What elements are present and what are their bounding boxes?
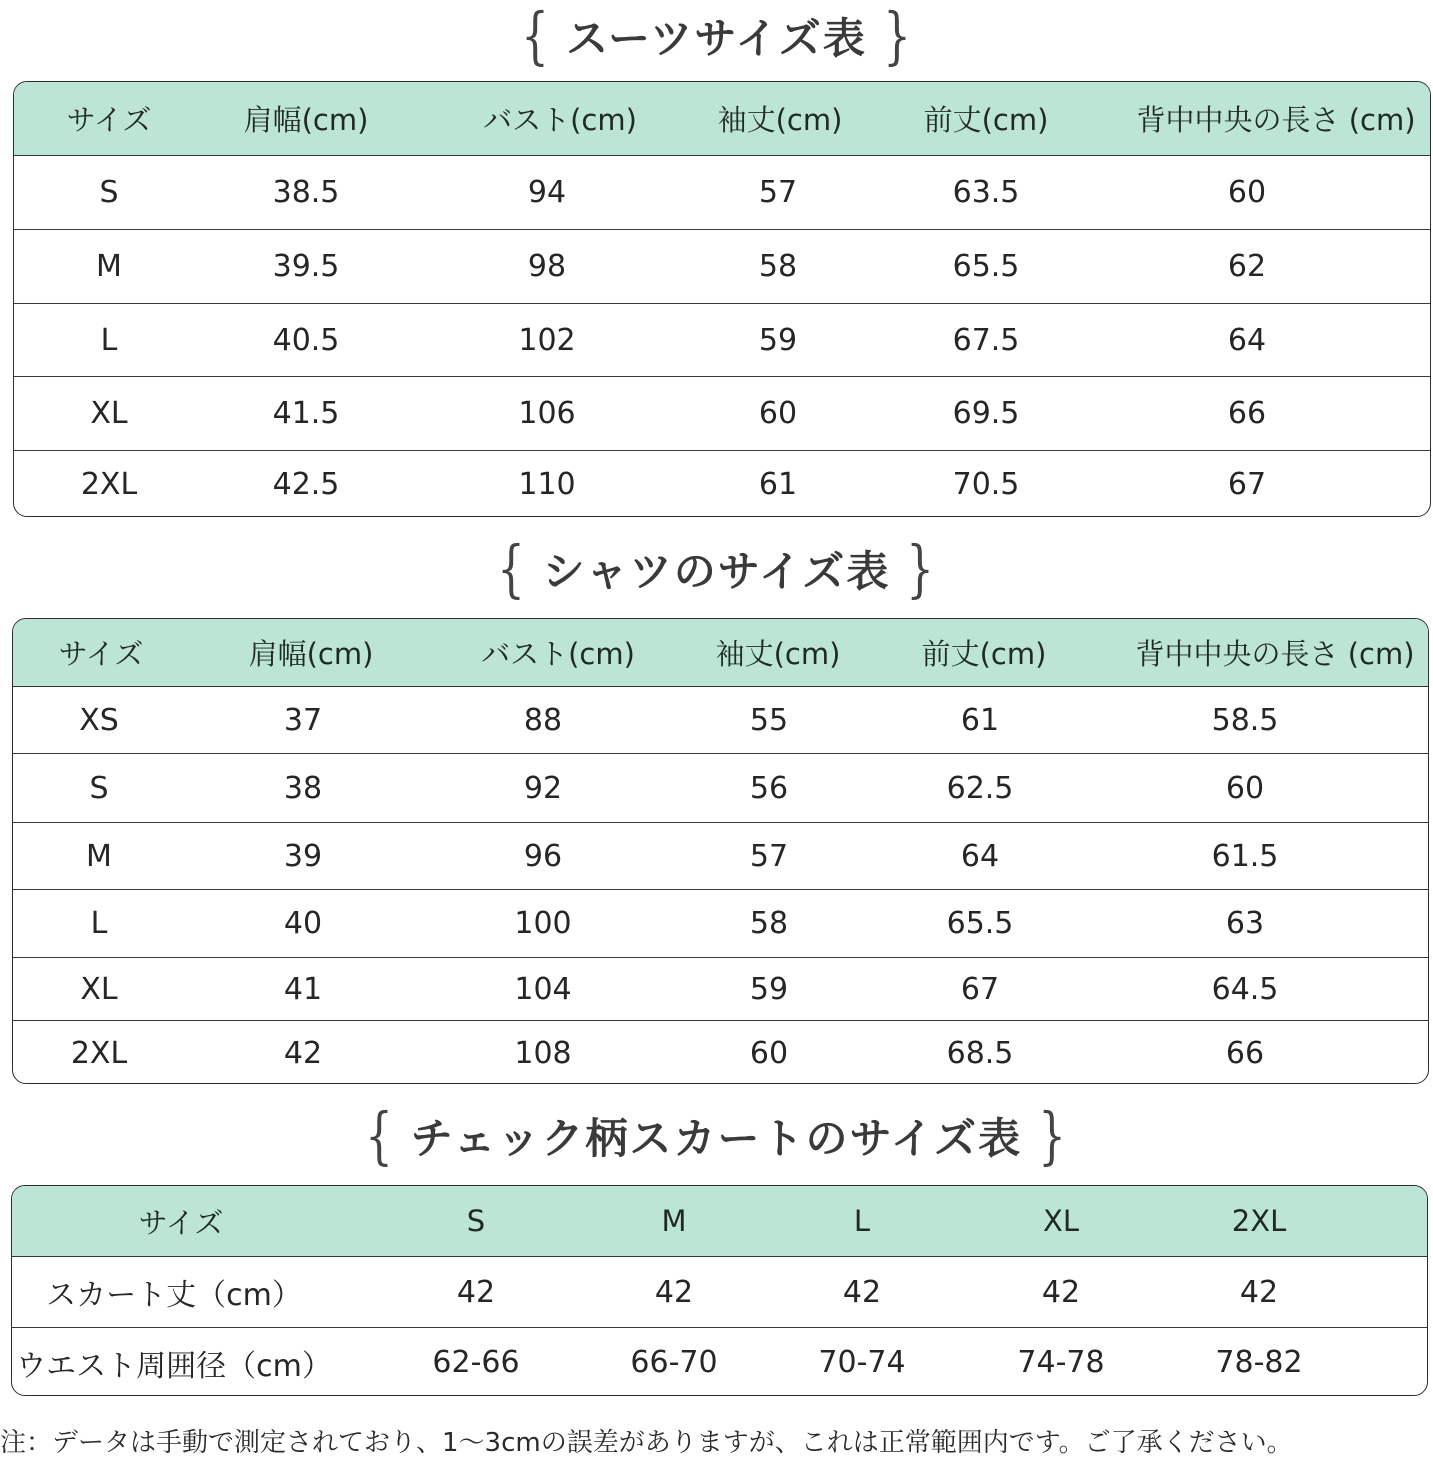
suit-size-table	[13, 81, 1431, 517]
cell-front-length: 68.5	[946, 1035, 1014, 1071]
cell-shoulder: 42.5	[272, 467, 340, 502]
cell-back-length: 64.5	[1211, 971, 1279, 1007]
cell-front-length: 61	[960, 702, 1000, 738]
cell-l: 70-74	[818, 1345, 906, 1380]
header-size: サイズ	[138, 1205, 224, 1240]
header-sleeve: 袖丈(cm)	[717, 103, 843, 137]
cell-front-length: 63.5	[952, 175, 1020, 210]
header-front-length: 前丈(cm)	[923, 103, 1049, 137]
header-front-length: 前丈(cm)	[921, 637, 1047, 671]
cell-front-length: 67	[960, 971, 1000, 1007]
cell-shoulder: 39.5	[272, 249, 340, 284]
suit-table-title	[0, 0, 1433, 72]
header-sleeve: 袖丈(cm)	[715, 637, 841, 671]
cell-bust: 92	[523, 770, 563, 806]
table-row	[14, 304, 1430, 377]
cell-bust: 98	[527, 249, 567, 284]
cell-front-length: 65.5	[946, 906, 1014, 941]
cell-shoulder: 38	[283, 770, 323, 806]
cell-sleeve: 56	[749, 770, 789, 806]
cell-sleeve: 59	[758, 322, 798, 358]
cell-bust: 102	[518, 322, 576, 358]
cell-back-length: 66	[1227, 396, 1267, 431]
cell-bust: 108	[514, 1035, 572, 1071]
cell-back-length: 63	[1225, 906, 1265, 941]
table-header-row	[14, 82, 1430, 156]
cell-bust: 106	[518, 396, 576, 431]
right-brace-icon: }	[1038, 1099, 1068, 1172]
cell-size: XL	[80, 971, 118, 1007]
header-2xl: 2XL	[1231, 1204, 1287, 1238]
cell-back-length: 66	[1225, 1035, 1265, 1071]
table-row	[13, 890, 1428, 958]
header-shoulder: 肩幅(cm)	[248, 637, 374, 671]
cell-m: 66-70	[630, 1345, 718, 1380]
cell-bust: 100	[514, 906, 572, 941]
cell-front-length: 64	[960, 838, 1000, 874]
cell-size: S	[99, 175, 119, 210]
cell-shoulder: 40.5	[272, 322, 340, 358]
cell-shoulder: 37	[283, 702, 323, 738]
suit-title-text: スーツサイズ表	[566, 14, 867, 63]
header-xl: XL	[1042, 1204, 1080, 1238]
cell-bust: 110	[518, 467, 576, 502]
cell-front-length: 62.5	[946, 770, 1014, 806]
cell-waist-label: ウエスト周囲径（cm）	[16, 1348, 332, 1384]
cell-size: 2XL	[70, 1035, 128, 1071]
cell-back-length: 60	[1225, 770, 1265, 806]
cell-xl: 42	[1041, 1274, 1081, 1310]
cell-size: S	[89, 770, 109, 806]
cell-2xl: 78-82	[1215, 1345, 1303, 1380]
header-size: サイズ	[66, 103, 152, 137]
table-row	[14, 451, 1430, 517]
cell-sleeve: 60	[749, 1035, 789, 1071]
cell-front-length: 65.5	[952, 249, 1020, 284]
cell-front-length: 69.5	[952, 396, 1020, 431]
left-brace-icon: {	[365, 1099, 395, 1172]
left-brace-icon: {	[520, 0, 550, 72]
shirt-size-table	[12, 618, 1429, 1084]
cell-sleeve: 57	[758, 175, 798, 210]
cell-sleeve: 57	[749, 838, 789, 874]
cell-back-length: 58.5	[1211, 702, 1279, 738]
cell-l: 42	[842, 1274, 882, 1310]
table-row	[13, 754, 1428, 823]
right-brace-icon: }	[883, 0, 913, 72]
table-row	[13, 687, 1428, 754]
cell-bust: 88	[523, 702, 563, 738]
table-header-row	[12, 1186, 1427, 1257]
header-size: サイズ	[58, 637, 144, 671]
cell-shoulder: 38.5	[272, 175, 340, 210]
table-row	[14, 230, 1430, 304]
header-bust: バスト(cm)	[483, 103, 637, 137]
cell-sleeve: 58	[758, 249, 798, 284]
header-back-length: 背中中央の長さ (cm)	[1136, 103, 1416, 137]
table-row	[13, 958, 1428, 1021]
table-row	[12, 1328, 1427, 1396]
skirt-table-title	[0, 1098, 1433, 1174]
cell-size: M	[86, 838, 112, 874]
header-s: S	[466, 1204, 486, 1238]
cell-back-length: 60	[1227, 175, 1267, 210]
cell-size: L	[100, 322, 118, 358]
cell-back-length: 62	[1227, 249, 1267, 284]
header-back-length: 背中中央の長さ (cm)	[1135, 637, 1415, 671]
cell-back-length: 61.5	[1211, 838, 1279, 874]
cell-size: XL	[90, 396, 128, 431]
header-m: M	[661, 1204, 687, 1238]
shirt-title-text: シャツのサイズ表	[542, 547, 891, 596]
left-brace-icon: {	[497, 532, 527, 605]
cell-shoulder: 41	[283, 971, 323, 1007]
table-row	[13, 1021, 1428, 1084]
cell-sleeve: 58	[749, 906, 789, 941]
cell-bust: 94	[527, 175, 567, 210]
header-shoulder: 肩幅(cm)	[243, 103, 369, 137]
cell-s: 62-66	[432, 1345, 520, 1380]
cell-bust: 104	[514, 971, 572, 1007]
cell-sleeve: 55	[749, 702, 789, 738]
cell-shoulder: 41.5	[272, 396, 340, 431]
cell-shoulder: 40	[283, 906, 323, 941]
table-header-row	[13, 619, 1428, 687]
skirt-size-table	[11, 1185, 1428, 1396]
cell-sleeve: 61	[758, 467, 798, 502]
cell-s: 42	[456, 1274, 496, 1310]
header-l: L	[853, 1204, 871, 1238]
cell-back-length: 67	[1227, 467, 1267, 502]
table-row	[14, 156, 1430, 230]
skirt-title-text: チェック柄スカートのサイズ表	[410, 1114, 1023, 1163]
cell-m: 42	[654, 1274, 694, 1310]
cell-size: M	[96, 249, 122, 284]
right-brace-icon: }	[906, 532, 936, 605]
measurement-note: 注：データは手動で測定されており、1～3cmの誤差がありますが、これは正常範囲内です。ご了承ください。	[0, 1428, 1293, 1458]
cell-sleeve: 59	[749, 971, 789, 1007]
table-row	[14, 377, 1430, 451]
cell-size: XS	[79, 702, 119, 738]
cell-skirt-length-label: スカート丈（cm）	[46, 1278, 302, 1313]
cell-sleeve: 60	[758, 396, 798, 431]
cell-front-length: 67.5	[952, 322, 1020, 358]
cell-shoulder: 42	[283, 1035, 323, 1071]
shirt-table-title	[0, 530, 1433, 608]
cell-bust: 96	[523, 838, 563, 874]
cell-front-length: 70.5	[952, 467, 1020, 502]
table-row	[13, 823, 1428, 890]
cell-back-length: 64	[1227, 322, 1267, 358]
cell-size: L	[90, 906, 108, 941]
cell-shoulder: 39	[283, 838, 323, 874]
cell-size: 2XL	[80, 467, 138, 502]
header-bust: バスト(cm)	[481, 637, 635, 671]
table-row	[12, 1257, 1427, 1328]
cell-2xl: 42	[1239, 1274, 1279, 1310]
cell-xl: 74-78	[1017, 1345, 1105, 1380]
